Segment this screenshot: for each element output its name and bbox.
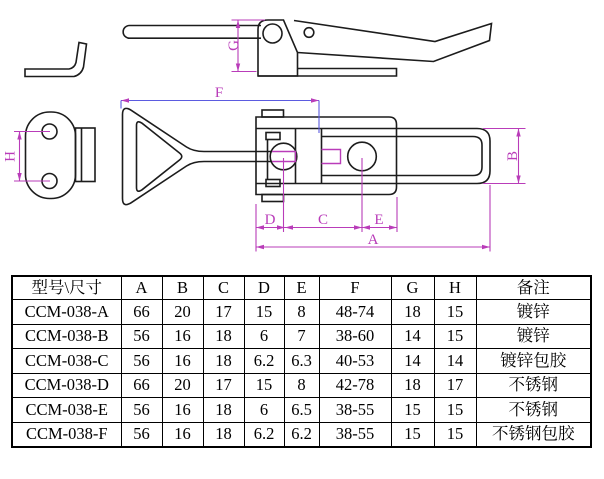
dim-F xyxy=(121,85,319,133)
value-cell: 16 xyxy=(162,422,203,447)
value-cell: 56 xyxy=(121,324,162,349)
value-cell: 18 xyxy=(203,324,244,349)
remark-cell: 不锈钢包胶 xyxy=(476,422,591,447)
catch-plate-body xyxy=(26,112,76,199)
value-cell: 14 xyxy=(434,349,476,374)
bail-outer xyxy=(123,108,273,204)
value-cell: 6.2 xyxy=(244,422,284,447)
clip-top xyxy=(266,133,280,140)
header-F: F xyxy=(319,276,391,300)
header-A: A xyxy=(121,276,162,300)
pivot-hole xyxy=(263,24,282,43)
dim-label-C: C xyxy=(317,212,329,228)
value-cell: 38-60 xyxy=(319,324,391,349)
bail-inner xyxy=(137,122,182,191)
header-C: C xyxy=(203,276,244,300)
table-row xyxy=(12,300,591,325)
value-cell: 18 xyxy=(203,349,244,374)
rivet-hole xyxy=(304,28,314,38)
spec-table xyxy=(11,275,592,448)
table-row xyxy=(12,398,591,423)
value-cell: 6.5 xyxy=(284,398,319,423)
value-cell: 48-74 xyxy=(319,300,391,325)
value-cell: 15 xyxy=(434,324,476,349)
value-cell: 6.3 xyxy=(284,349,319,374)
table-row xyxy=(12,349,591,374)
side-view xyxy=(123,20,491,76)
value-cell: 7 xyxy=(284,324,319,349)
value-cell: 6 xyxy=(244,324,284,349)
dim-label-F: F xyxy=(214,85,224,101)
value-cell: 56 xyxy=(121,349,162,374)
value-cell: 15 xyxy=(244,300,284,325)
remark-cell: 镀锌 xyxy=(476,324,591,349)
value-cell: 66 xyxy=(121,373,162,398)
value-cell: 17 xyxy=(203,373,244,398)
table-row xyxy=(12,373,591,398)
value-cell: 15 xyxy=(434,422,476,447)
remark-cell: 不锈钢 xyxy=(476,398,591,423)
value-cell: 18 xyxy=(391,300,434,325)
value-cell: 6 xyxy=(244,398,284,423)
value-cell: 6.2 xyxy=(244,349,284,374)
value-cell: 16 xyxy=(162,349,203,374)
header-E: E xyxy=(284,276,319,300)
value-cell: 38-55 xyxy=(319,398,391,423)
spec-table-body xyxy=(12,300,591,448)
lever-arm xyxy=(294,21,492,62)
value-cell: 16 xyxy=(162,324,203,349)
dim-G xyxy=(226,20,265,72)
value-cell: 40-53 xyxy=(319,349,391,374)
latch-loop-inner xyxy=(322,137,483,176)
value-cell: 15 xyxy=(391,422,434,447)
value-cell: 15 xyxy=(434,398,476,423)
value-cell: 8 xyxy=(284,373,319,398)
value-cell: 8 xyxy=(284,300,319,325)
header-D: D xyxy=(244,276,284,300)
value-cell: 15 xyxy=(244,373,284,398)
value-cell: 16 xyxy=(162,398,203,423)
model-cell: CCM-038-B xyxy=(12,324,121,349)
value-cell: 38-55 xyxy=(319,422,391,447)
front-view-hidden-lines xyxy=(272,150,341,164)
catch-plate-view xyxy=(26,112,96,199)
value-cell: 18 xyxy=(391,373,434,398)
catch-plate-flange xyxy=(76,128,96,182)
dim-label-B: B xyxy=(504,150,521,162)
dim-label-A: A xyxy=(367,232,379,248)
remark-cell: 镀锌包胶 xyxy=(476,349,591,374)
hook-outline xyxy=(25,43,87,77)
dim-label-E: E xyxy=(374,212,384,228)
model-cell: CCM-038-C xyxy=(12,349,121,374)
header-row xyxy=(12,276,591,300)
model-cell: CCM-038-E xyxy=(12,398,121,423)
remark-cell: 不锈钢 xyxy=(476,373,591,398)
dim-label-G: G xyxy=(225,40,242,51)
model-cell: CCM-038-A xyxy=(12,300,121,325)
value-cell: 18 xyxy=(203,422,244,447)
remark-cell: 镀锌 xyxy=(476,300,591,325)
dim-label-H: H xyxy=(2,151,19,162)
value-cell: 15 xyxy=(391,398,434,423)
header-H: H xyxy=(434,276,476,300)
hook-side-view xyxy=(25,43,87,77)
header-remark: 备注 xyxy=(476,276,591,300)
value-cell: 20 xyxy=(162,300,203,325)
base-plate xyxy=(258,69,397,77)
value-cell: 56 xyxy=(121,422,162,447)
header-G: G xyxy=(391,276,434,300)
value-cell: 66 xyxy=(121,300,162,325)
value-cell: 56 xyxy=(121,398,162,423)
front-view xyxy=(123,108,491,204)
value-cell: 14 xyxy=(391,349,434,374)
model-cell: CCM-038-F xyxy=(12,422,121,447)
header-B: B xyxy=(162,276,203,300)
table-row xyxy=(12,422,591,447)
backplate-top-tab xyxy=(262,110,284,117)
value-cell: 17 xyxy=(434,373,476,398)
table-row xyxy=(12,324,591,349)
model-cell: CCM-038-D xyxy=(12,373,121,398)
dim-A xyxy=(256,232,490,249)
channel-slot xyxy=(322,150,341,164)
value-cell: 6.2 xyxy=(284,422,319,447)
dim-DCE xyxy=(256,212,397,230)
value-cell: 20 xyxy=(162,373,203,398)
handle-bar xyxy=(123,26,261,39)
header-model: 型号\尺寸 xyxy=(12,276,121,300)
backplate-bottom-tab xyxy=(262,195,284,202)
value-cell: 42-78 xyxy=(319,373,391,398)
value-cell: 18 xyxy=(203,398,244,423)
dim-label-D: D xyxy=(264,212,276,228)
value-cell: 14 xyxy=(391,324,434,349)
value-cell: 15 xyxy=(434,300,476,325)
value-cell: 17 xyxy=(203,300,244,325)
